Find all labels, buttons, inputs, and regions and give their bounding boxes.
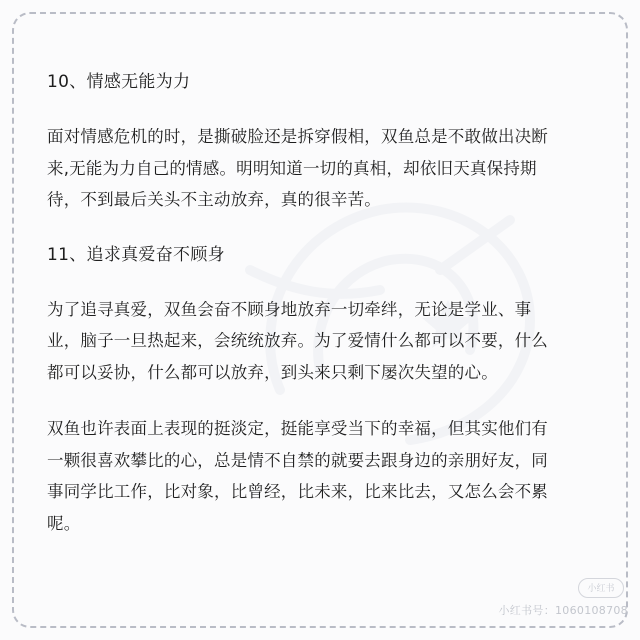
section-heading-11: 11、追求真爱奋不顾身 [47, 244, 225, 265]
watermark-logo: 小红书 [578, 578, 624, 598]
text-line: 事同学比工作，比对象，比曾经，比未来，比来比去，又怎么会不累 [47, 482, 548, 501]
text-line: 呢。 [47, 513, 81, 533]
text-line: 业，脑子一旦热起来，会统统放弃。为了爱情什么都可以不要，什么 [47, 331, 548, 350]
text-line: 双鱼也许表面上表现的挺淡定，挺能享受当下的幸福，但其实他们有 [47, 419, 548, 438]
text-line: 都可以妥协，什么都可以放弃，到头来只剩下屡次失望的心。 [47, 362, 498, 382]
text-line: 来,无能为力自己的情感。明明知道一切的真相，却依旧天真保持期 [47, 158, 537, 178]
section-10-paragraph [47, 121, 603, 216]
text-line: 待，不到最后关头不主动放弃，真的很辛苦。 [47, 190, 381, 209]
section-11-paragraph-2 [47, 413, 603, 539]
section-11-paragraph-1 [47, 294, 603, 389]
watermark-account-id: 小红书号：1060108708 [498, 604, 628, 617]
article-content [47, 68, 603, 564]
text-line: 面对情感危机的时，是撕破脸还是拆穿假相，双鱼总是不敢做出决断 [47, 127, 548, 146]
section-heading-10: 10、情感无能为力 [47, 72, 191, 92]
text-line: 为了追寻真爱，双鱼会奋不顾身地放弃一切牵绊，无论是学业、事 [47, 299, 532, 319]
text-line: 一颗很喜欢攀比的心，总是情不自禁的就要去跟身边的亲朋好友，同 [47, 450, 548, 470]
